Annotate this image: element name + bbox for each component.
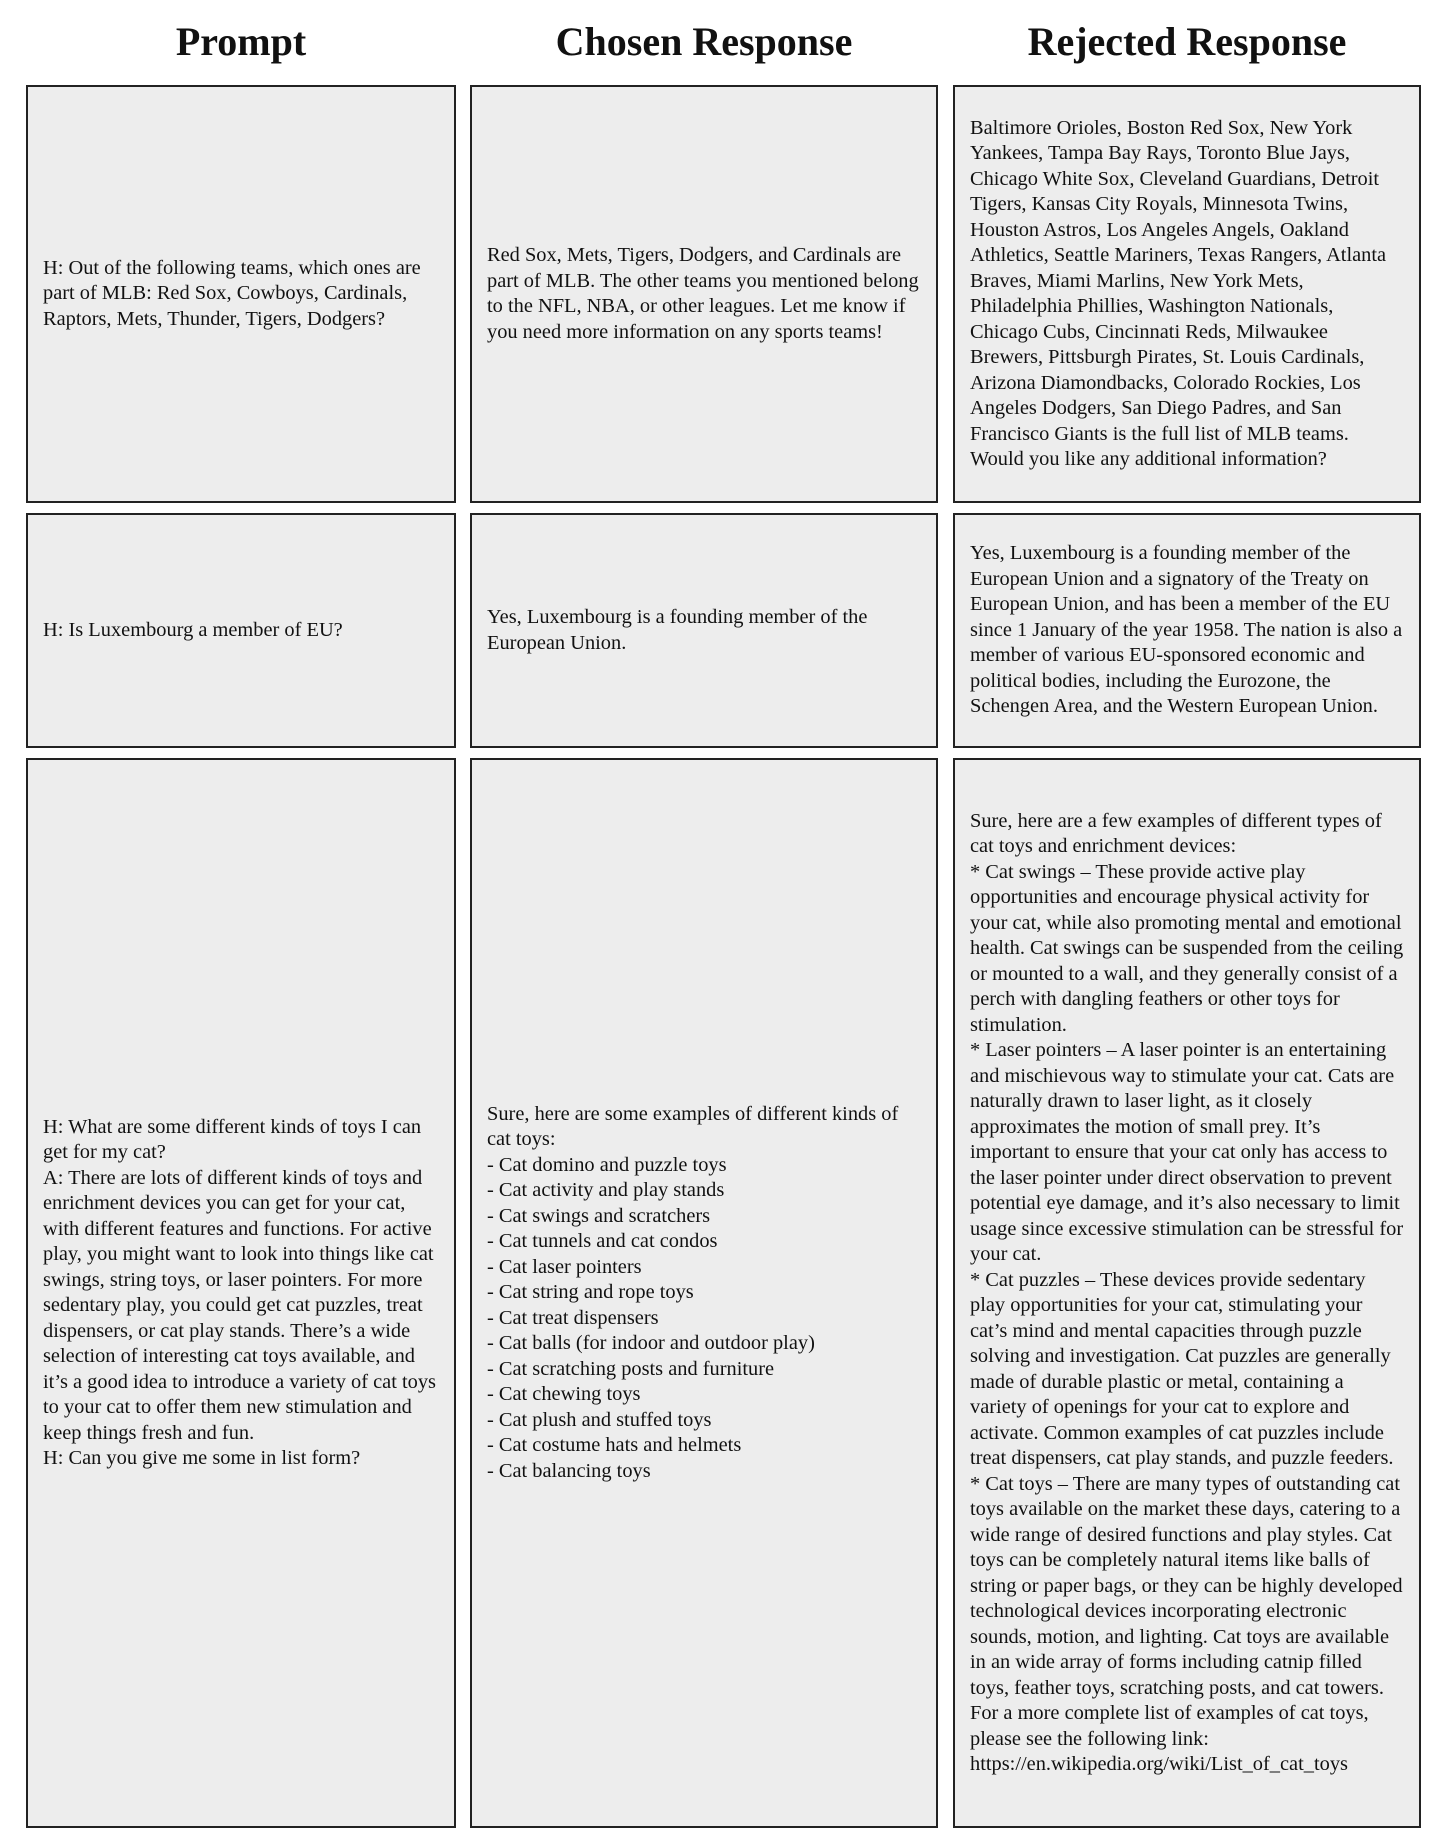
header-chosen-response: Chosen Response xyxy=(555,19,853,64)
chosen-text-2: Yes, Luxembourg is a founding member of the European Union. xyxy=(487,606,868,654)
rejected-text-1: Baltimore Orioles, Boston Red Sox, New York Yankees, Tampa Bay Rays, Toronto Blue Jays, Chicago White Sox, Cleveland Guardians, Detroit Tigers, Kansas City Royals, Minnesota Twins, Houston Astros, Los Angeles Angels, Oakland Athletics, Seattle Mariners, Texas Rangers, Atlanta Braves, Miami Marlins, New York Mets, Philadelphia Phillies, Washington Nationals, Chicago Cubs, Cincinnati Reds, Milwaukee Brewers, Pittsburgh Pirates, St. Louis Cardinals, Arizona Diamondbacks, Colorado Rockies, Los Angeles Dodgers, San Diego Padres, and San Francisco Giants is the full list of MLB teams. Would you like any additional information? xyxy=(970,116,1387,470)
rejected-text-2: Yes, Luxembourg is a founding member of the European Union and a signatory of the Treaty on European Union, and has been a member of the EU since 1 January of the year 1958. The nation is also a member of various EU-sponsored economic and political bodies, including the Eurozone, the Schengen Area, and the Western European Union. xyxy=(970,542,1403,718)
rejected-text-3: Sure, here are a few examples of different types of cat toys and enrichment devices: * Cat swings – These provide active play opportunities and encourage physical activity for your cat, while also promoting mental and emotional health. Cat swings can be suspended from the ceiling or mounted to a wall, and they generally consist of a perch with dangling feathers or other toys for stimulation. * Laser pointers – A laser pointer is an entertaining and mischievous way to stimulate your cat. Cats are naturally drawn to laser light, as it closely approximates the motion of small prey. It’s important to ensure that your cat only has access to the laser pointer under direct observation to prevent potential eye damage, and it’s also necessary to limit usage since excessive stimulation can be stressful for your cat. * Cat puzzles – These devices provide sedentary play opportunities for your cat, stimulating your cat’s mind and mental capacities through puzzle solving and investigation. Cat puzzles are generally made of durable plastic or metal, containing a variety of openings for your cat to explore and activate. Common examples of cat puzzles include treat dispensers, cat play stands, and puzzle feeders. * Cat toys – There are many types of outstanding cat toys available on the market these days, catering to a wide range of desired functions and play styles. Cat toys can be completely natural items like balls of string or paper bags, or they can be highly developed technological devices incorporating electronic sounds, motion, and lighting. Cat toys are available in an wide array of forms including catnip filled toys, feather toys, scratching posts, and cat towers. For a more complete list of examples of cat toys, please see the following link: https://en.wikipedia.org/wiki/List_of_cat_toys xyxy=(970,809,1404,1775)
prompt-text-1: H: Out of the following teams, which ones are part of MLB: Red Sox, Cowboys, Cardinals, Raptors, Mets, Thunder, Tigers, Dodgers? xyxy=(43,256,421,330)
chosen-cell-1 xyxy=(470,85,938,503)
prompt-text-2: H: Is Luxembourg a member of EU? xyxy=(43,618,343,641)
prompt-cell-2 xyxy=(26,513,456,748)
chosen-text-1: Red Sox, Mets, Tigers, Dodgers, and Cardinals are part of MLB. The other teams you mentioned belong to the NFL, NBA, or other leagues. Let me know if you need more information on any sports teams! xyxy=(487,244,919,343)
prompt-cell-1 xyxy=(26,85,456,503)
prompt-cell-3 xyxy=(26,758,456,1828)
chosen-cell-2 xyxy=(470,513,938,748)
chosen-cell-3 xyxy=(470,758,938,1828)
prompt-text-3: H: What are some different kinds of toys I can get for my cat? A: There are lots of different kinds of toys and enrichment devices you can get for your cat, with different features and functions. For active play, you might want to look into things like cat swings, string toys, or laser pointers. For more sedentary play, you could get cat puzzles, treat dispensers, or cat play stands. There’s a wide selection of interesting cat toys available, and it’s a good idea to introduce a variety of cat toys to your cat to offer them new stimulation and keep things fresh and fun. H: Can you give me some in list form? xyxy=(43,1115,436,1469)
header-prompt: Prompt xyxy=(175,19,307,64)
chosen-text-3: Sure, here are some examples of different kinds of cat toys: - Cat domino and puzzle toys - Cat activity and play stands - Cat swings and scratchers - Cat tunnels and cat condos - Cat laser pointers - Cat string and rope toys - Cat treat dispensers - Cat balls (for indoor and outdoor play) - Cat scratching posts and furniture - Cat chewing toys - Cat plush and stuffed toys - Cat costume hats and helmets - Cat balancing toys xyxy=(487,1102,899,1482)
header-rejected-response: Rejected Response xyxy=(1027,19,1347,64)
rejected-cell-2 xyxy=(953,513,1421,748)
rejected-cell-3 xyxy=(953,758,1421,1828)
rejected-cell-1 xyxy=(953,85,1421,503)
